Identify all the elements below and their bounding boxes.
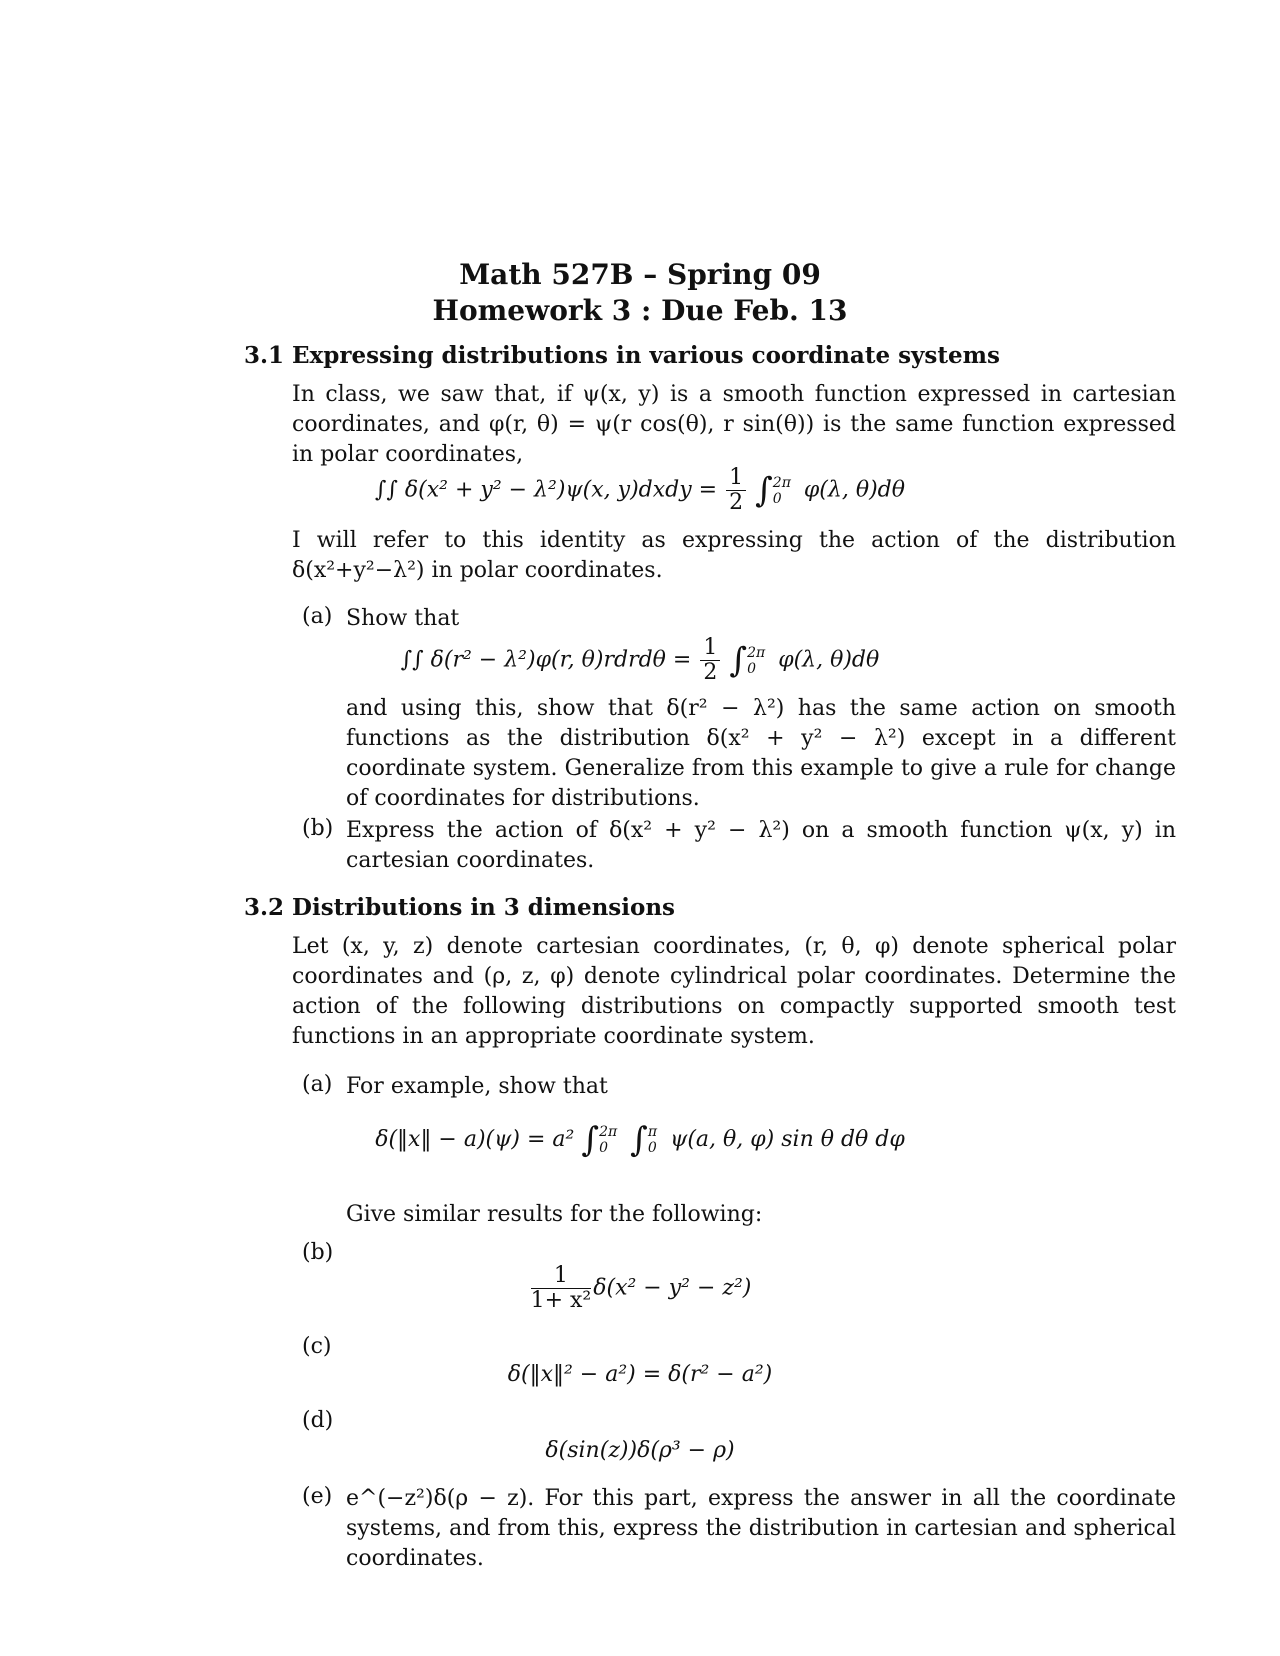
s2-item-a-equation	[0, 1120, 1280, 1160]
item-a-lhs: ∫∫ δ(r² − λ²)φ(r, θ)rdrdθ =	[400, 647, 692, 673]
one-half-fraction: $\frac{1}{2}$	[726, 466, 746, 515]
item-a-equation	[0, 636, 1280, 685]
s2-b-fraction: $\frac{1}{\text{1+ x²}}$	[530, 1263, 592, 1313]
section-3-1-intro: In class, we saw that, if ψ(x, y) is a smooth function expressed in cartesian coordinates, and φ(r, θ) = ψ(r cos(θ), r sin(θ)) is the same function expressed in polar coordinates,	[292, 382, 1176, 467]
s2-item-a-text: For example, show that	[346, 1074, 608, 1099]
section-3-2-heading: 3.2 Distributions in 3 dimensions	[244, 894, 676, 921]
s2-item-e-text: e^(−z²)δ(ρ − z). For this part, express the answer in all the coordinate systems, and from this, express the distribution in cartesian and spherical coordinates.	[346, 1486, 1176, 1571]
similar-results-text: Give similar results for the following:	[346, 1202, 763, 1227]
s2-a-lhs: δ(‖x‖ − a)(ψ) = a²	[375, 1127, 575, 1152]
section-3-1-after: I will refer to this identity as expressing the action of the distribution δ(x²+y²−λ²) in polar coordinates.	[292, 528, 1176, 583]
identity-equation	[0, 466, 1280, 515]
section-3-2-intro: Let (x, y, z) denote cartesian coordinates, (r, θ, φ) denote spherical polar coordinates and (ρ, z, φ) denote cylindrical polar coordinates. Determine the action of the following distributions on compactly supported smooth test functions in an appropriate coordinate system.	[292, 934, 1176, 1049]
s2-a-rhs: ψ(a, θ, φ) sin θ dθ dφ	[670, 1127, 905, 1152]
integral-sign: ∫	[581, 1120, 600, 1160]
s2-item-a-label: (a)	[302, 1072, 333, 1097]
item-a-fraction: $\frac{1}{2}$	[700, 636, 720, 685]
item-b-text: Express the action of δ(x² + y² − λ²) on a smooth function ψ(x, y) in cartesian coordinates.	[346, 818, 1176, 873]
section-3-1-heading: 3.1 Expressing distributions in various coordinate systems	[244, 342, 1000, 369]
s2-b-delta: δ(x² − y² − z²)	[593, 1275, 752, 1301]
integral-limits: 2π 0	[599, 1124, 618, 1156]
integral-sign: ∫	[755, 470, 773, 511]
item-a-text: Show that	[346, 606, 460, 631]
integral-sign: ∫	[630, 1120, 648, 1160]
s2-item-b-label: (b)	[302, 1240, 334, 1265]
s2-item-c-equation: δ(‖x‖² − a²) = δ(r² − a²)	[507, 1362, 773, 1387]
item-a-rhs: φ(λ, θ)dθ	[778, 647, 880, 673]
item-a-after: and using this, show that δ(r² − λ²) has the same action on smooth functions as the distribution δ(x² + y² − λ²) except in a different coordinate system. Generalize from this example to give a rule for change of coordinates for distributions.	[346, 696, 1176, 811]
s2-item-d-equation: δ(sin(z))δ(ρ³ − ρ)	[545, 1438, 735, 1463]
s2-item-e-label: (e)	[302, 1484, 333, 1509]
s2-item-d-label: (d)	[302, 1408, 334, 1433]
identity-lhs: ∫∫ δ(x² + y² − λ²)ψ(x, y)dxdy =	[375, 477, 718, 503]
item-b-label: (b)	[302, 816, 334, 841]
s2-item-b-equation	[0, 1264, 1280, 1313]
course-title: Math 527B – Spring 09	[459, 258, 821, 291]
identity-rhs: φ(λ, θ)dθ	[803, 477, 905, 503]
s2-item-c-label: (c)	[302, 1334, 332, 1359]
item-a-label: (a)	[302, 604, 333, 629]
integral-limits: 2π 0	[772, 474, 791, 507]
integral-limits: π 0	[647, 1124, 658, 1156]
integral-limits: 2π 0	[747, 644, 766, 677]
homework-title: Homework 3 : Due Feb. 13	[432, 294, 848, 327]
integral-sign: ∫	[729, 640, 748, 681]
